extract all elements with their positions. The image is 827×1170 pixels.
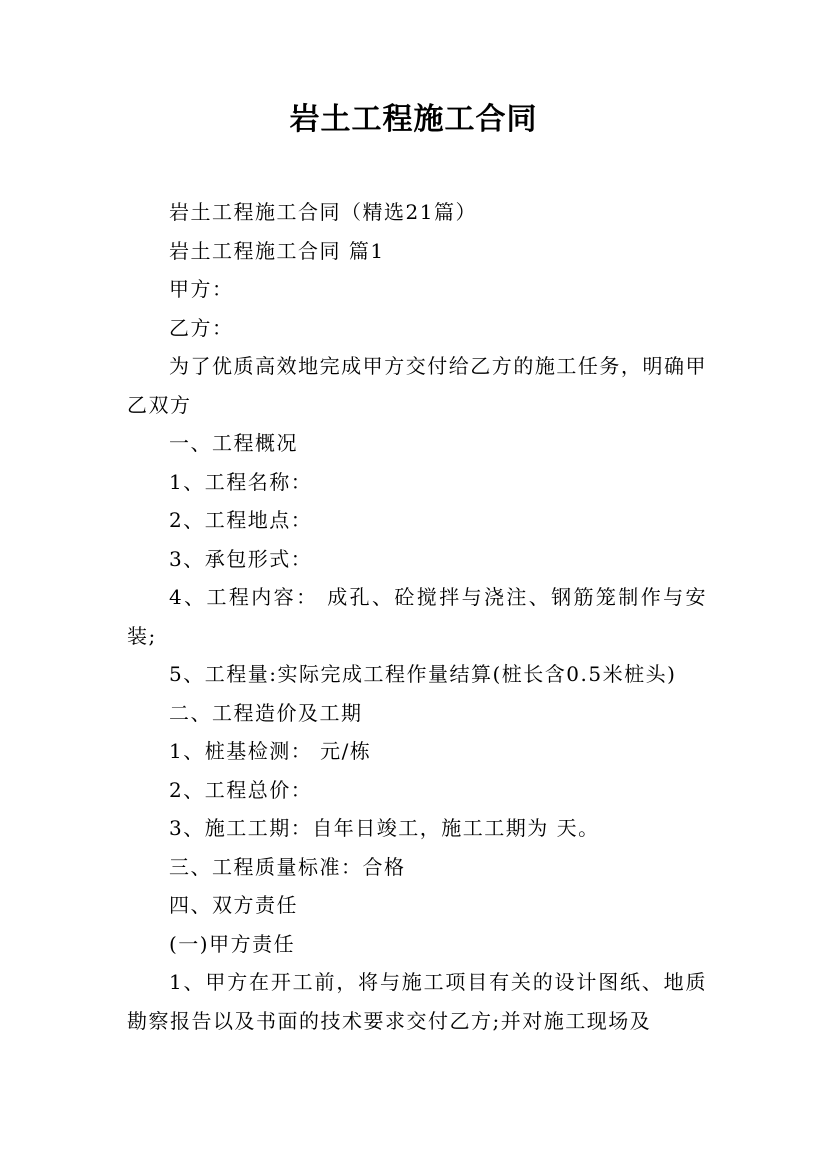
paragraph-preamble: 为了优质高效地完成甲方交付给乙方的施工任务，明确甲乙双方 bbox=[127, 354, 707, 417]
document-title: 岩土工程施工合同 bbox=[289, 102, 538, 137]
paragraph-heading-responsibilities: 四、双方责任 bbox=[169, 893, 298, 917]
paragraph-project-location: 2、工程地点： bbox=[169, 508, 313, 532]
paragraph-party-b: 乙方： bbox=[169, 315, 234, 340]
paragraph-quantity: 5、工程量:实际完成工程作量结算(桩长含0.5米桩头) bbox=[169, 662, 677, 686]
paragraph-total-price: 2、工程总价： bbox=[169, 777, 313, 802]
paragraph-heading-cost: 二、工程造价及工期 bbox=[169, 700, 363, 725]
paragraph-quality-standard: 三、工程质量标准：合格 bbox=[169, 854, 406, 879]
document-body bbox=[127, 193, 707, 1040]
paragraph-party-a-responsibility: (一)甲方责任 bbox=[169, 931, 296, 956]
paragraph-subtitle: 岩土工程施工合同（精选21篇） bbox=[169, 200, 477, 224]
paragraph-party-a: 甲方： bbox=[169, 277, 234, 301]
paragraph-pile-testing: 1、桩基检测： 元/栋 bbox=[169, 739, 372, 763]
paragraph-contract-form: 3、承包形式： bbox=[169, 546, 313, 571]
paragraph-project-content: 4、工程内容： 成孔、砼搅拌与浇注、钢筋笼制作与安装; bbox=[127, 585, 707, 648]
paragraph-project-name: 1、工程名称： bbox=[169, 469, 313, 494]
paragraph-section-heading: 岩土工程施工合同 篇1 bbox=[169, 238, 385, 263]
paragraph-duration: 3、施工工期：自年日竣工，施工工期为 天。 bbox=[169, 816, 600, 840]
paragraph-heading-overview: 一、工程概况 bbox=[169, 431, 298, 455]
paragraph-responsibility-1: 1、甲方在开工前，将与施工项目有关的设计图纸、地质勘察报告以及书面的技术要求交付乙方;并对施工现场及 bbox=[127, 970, 707, 1033]
